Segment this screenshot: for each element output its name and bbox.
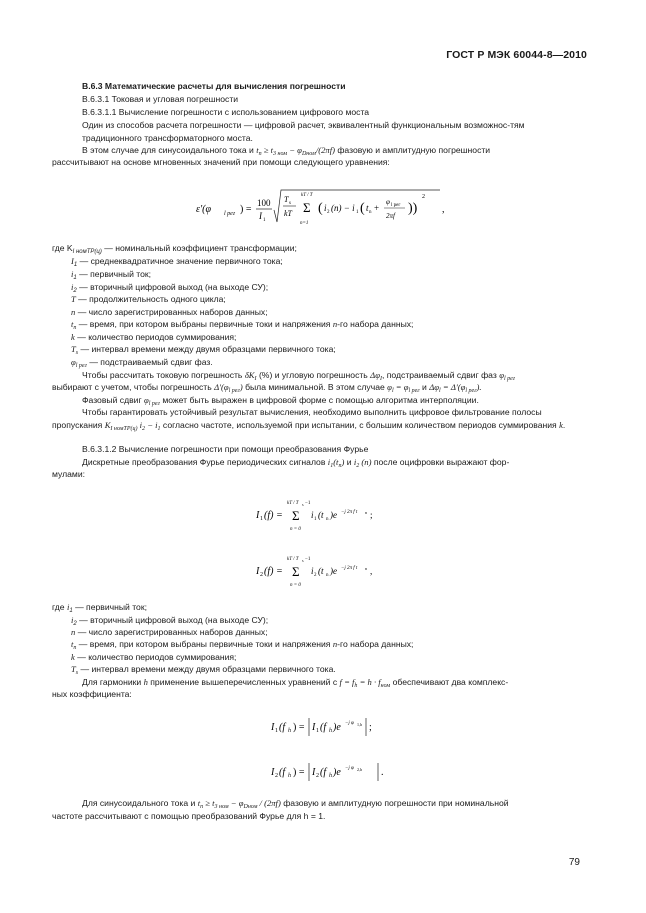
paragraph-6: Дискретные преобразования Фурье периодических сигналов $i_1(t_n)$ и $i_2$ (n) после оцифровки выражают фор- [82, 457, 510, 469]
svg-text:(f: (f [279, 767, 286, 778]
svg-text:φ: φ [386, 198, 390, 206]
section-title: В.6.3 Математические расчеты для вычисления погрешности [82, 81, 346, 91]
def-k: — количество периодов суммирования; [77, 332, 237, 342]
subsubsection-heading: В.6.3.1.1 Вычисление погрешности с использованием цифрового моста [82, 107, 370, 117]
svg-text:1: 1 [356, 210, 359, 215]
p5b-text: согласно частоте, используемой при испытании, с большим количеством периодов суммирования [162, 419, 557, 430]
where2-line-1: где $i_1$ — первичный ток; [52, 602, 147, 614]
subsection-heading: В.6.3.1 Токовая и угловая погрешности [82, 94, 239, 104]
svg-text:n: n [365, 510, 367, 515]
svg-text:−1: −1 [305, 557, 311, 562]
p5-text: Чтобы гарантировать устойчивый результат вычисления, необходимо выполнить цифровое фильтрование полосы пропускания [52, 407, 542, 430]
svg-text:kT: kT [284, 209, 292, 218]
where-label: где K [52, 243, 73, 253]
formula-epsilon [190, 182, 450, 242]
where1-line-2: $I_1$ — среднеквадратичное значение первичного тока; [71, 256, 283, 268]
svg-text:.: . [381, 767, 384, 778]
svg-text:)e: )e [333, 722, 341, 733]
svg-text:(f: (f [279, 722, 286, 733]
svg-text:s: s [302, 502, 304, 507]
svg-text:(n) − i: (n) − i [331, 203, 355, 213]
p6-b: после оцифровки выражают фор- [373, 457, 510, 467]
svg-text:n: n [326, 517, 329, 522]
def2-i2: — вторичный цифровой выход (на выходе СУ); [79, 615, 269, 625]
def-Ts: — интервал времени между двумя образцами первичного тока; [80, 344, 336, 354]
svg-text:2: 2 [327, 210, 330, 215]
svg-text:(: ( [360, 201, 365, 216]
def-tn: — время, при котором выбраны первичные токи и напряжения [78, 319, 331, 329]
svg-text:l рег: l рег [391, 203, 401, 208]
svg-text:(f) =: (f) = [264, 566, 283, 577]
svg-text:1: 1 [263, 218, 266, 223]
svg-text:2: 2 [316, 773, 319, 779]
svg-text:n: n [369, 210, 372, 215]
p4-b: может быть выражен в цифровой форме с помощью алгоритма интерполяции. [162, 395, 479, 405]
svg-text:2πf: 2πf [386, 212, 395, 220]
def2-tn: — время, при котором выбраны первичные токи и напряжения [78, 639, 331, 649]
paragraph-3-line-1: Чтобы рассчитать токовую погрешность $\delta K_I$ (%) и угловую погрешность $\Delta\varphi_I$, подстраиваемый сдвиг фаз $\varphi_{l рег}$ [82, 370, 516, 382]
where1-line-4: $i_2$ — вторичный цифровой выход (на выходе СУ); [71, 282, 269, 294]
subsubsection-6312: В.6.3.1.2 Вычисление погрешности при помощи преобразования Фурье [82, 444, 369, 454]
svg-text:h: h [329, 773, 332, 779]
svg-text:Σ: Σ [292, 508, 300, 523]
def2-Ts: — интервал времени между двумя образцами первичного тока. [80, 664, 336, 674]
p3-c: , подстраиваемый сдвиг фаз [381, 370, 497, 380]
svg-text:t: t [366, 203, 369, 213]
svg-text:(: ( [318, 201, 323, 216]
formula-I1 [250, 496, 400, 536]
svg-text:1: 1 [275, 728, 278, 734]
svg-text:n=1: n=1 [300, 221, 309, 226]
formula-I2 [250, 552, 400, 592]
svg-text:(f) =: (f) = [264, 510, 283, 521]
svg-text:2: 2 [314, 573, 317, 578]
svg-text:(t: (t [318, 566, 324, 576]
p3-a: Чтобы рассчитать токовую погрешность [82, 370, 243, 380]
paragraph-7-cont: ных коэффициента: [52, 689, 132, 699]
svg-text:Σ: Σ [303, 200, 311, 215]
p8-b: фазовую и амплитудную погрешности при номинальной [283, 798, 509, 808]
svg-text:ε′(φ: ε′(φ [196, 204, 211, 215]
paragraph-7: Для гармоники h применение вышеперечисленных уравнений с $f = f_h = h \cdot f_{ном}$ обеспечивают два комплекс- [82, 677, 509, 689]
svg-text:2,h: 2,h [357, 767, 362, 772]
where2-line-3: n — число зарегистрированных наборов данных; [71, 627, 268, 637]
svg-text:kT / T: kT / T [287, 501, 299, 506]
svg-text:1: 1 [260, 516, 263, 522]
where1-line-1: где $K_{I номТР(ц)}$ — номинальный коэффициент трансформации; [52, 243, 297, 255]
svg-text:2: 2 [275, 773, 278, 779]
svg-text:I: I [256, 510, 260, 521]
svg-text:) =: ) = [240, 204, 252, 215]
where1-line-6: n — число зарегистрированных наборов данных; [71, 307, 268, 317]
svg-text:;: ; [369, 722, 372, 733]
def-phi: — подстраиваемый сдвиг фаз. [89, 357, 213, 367]
def2-k: — количество периодов суммирования; [77, 652, 237, 662]
where2-line-4: $t_n$ — время, при котором выбраны первичные токи и напряжения n-го набора данных; [71, 639, 414, 651]
def2-n: — число зарегистрированных наборов данных; [77, 627, 268, 637]
where2-line-5: k — количество периодов суммирования; [71, 652, 237, 662]
paragraph-8: Для синусоидального тока и $t_n \ge t_{3 ном} - \varphi_{Dном} / (2\pi f)$ фазовую и амплитудную погрешности при номинальной [82, 798, 509, 810]
paragraph-3-line-2: выбирают с учетом, чтобы погрешность $\Delta'(\varphi_{l рег})$ была минимальной. В этом случае $\varphi_l = \varphi_{l рег}$ и $\Delta\varphi_l = \Delta'(\varphi_{l рег})$. [52, 382, 482, 394]
def-i1-rms: — среднеквадратичное значение первичного тока; [79, 256, 283, 266]
svg-text:2: 2 [422, 194, 425, 200]
svg-text:+: + [374, 203, 380, 213]
svg-text:−j φ: −j φ [345, 721, 354, 726]
p7-c: обеспечивают два комплекс- [392, 677, 509, 687]
svg-text:1,h: 1,h [357, 722, 362, 727]
where2-label: где [52, 602, 65, 612]
def-i2: — вторичный цифровой выход (на выходе СУ); [79, 282, 269, 292]
svg-text:(t: (t [318, 510, 324, 520]
where1-line-7: $t_n$ — время, при котором выбраны первичные токи и напряжения n-го набора данных; [71, 319, 414, 331]
svg-text:) =: ) = [293, 767, 305, 778]
p3-b: (%) и угловую погрешность [258, 370, 368, 380]
svg-text:,: , [442, 204, 445, 215]
def-T: — продолжительность одного цикла; [78, 294, 226, 304]
svg-text:h: h [288, 773, 291, 779]
svg-text:;: ; [370, 510, 373, 520]
svg-text:n: n [365, 566, 367, 571]
paragraph-6-cont: мулами: [52, 469, 86, 479]
where1-line-5: T — продолжительность одного цикла; [71, 294, 226, 304]
svg-text:)e: )e [333, 767, 341, 778]
def-n: — число зарегистрированных наборов данных; [77, 307, 268, 317]
def2-tn-b: -го набора данных; [337, 639, 414, 649]
formula-I1-fh [265, 712, 385, 742]
svg-text:T: T [284, 195, 289, 204]
svg-text:h: h [288, 728, 291, 734]
svg-text:n = 0: n = 0 [290, 527, 301, 532]
svg-text:i: i [324, 203, 327, 213]
def2-i1: — первичный ток; [75, 602, 147, 612]
paragraph-1 [82, 119, 580, 144]
svg-text:,: , [370, 566, 373, 576]
svg-text:kT / T: kT / T [287, 557, 299, 562]
svg-text:I: I [312, 722, 316, 733]
svg-text:I: I [312, 767, 316, 778]
svg-text:) =: ) = [293, 722, 305, 733]
svg-text:s: s [302, 558, 304, 563]
svg-text:(f: (f [320, 722, 327, 733]
svg-text:kT / T: kT / T [301, 193, 313, 198]
p8-a: Для синусоидального тока и [82, 798, 196, 808]
p2-text-b: фазовую и амплитудную погрешности [337, 145, 491, 155]
svg-text:)): )) [408, 201, 418, 216]
page-number: 79 [568, 857, 580, 868]
p3-f: и [422, 382, 427, 392]
where1-line-3: $i_1$ — первичный ток; [71, 269, 152, 281]
svg-text:−j φ: −j φ [345, 766, 354, 771]
where2-line-2: $i_2$ — вторичный цифровой выход (на выходе СУ); [71, 615, 269, 627]
p7-a: Для гармоники [82, 677, 142, 687]
def-kt: — номинальный коэффициент трансформации; [104, 243, 297, 253]
svg-text:I: I [271, 722, 275, 733]
p4-a: Фазовый сдвиг [82, 395, 142, 405]
paragraph-8-cont: частоте рассчитывают с помощью преобразований Фурье для h = 1. [52, 811, 326, 821]
svg-text:l рег: l рег [224, 211, 236, 217]
where1-line-8: k — количество периодов суммирования; [71, 332, 237, 342]
svg-text:I: I [271, 767, 275, 778]
svg-text:h: h [329, 728, 332, 734]
def-i1: — первичный ток; [79, 269, 152, 279]
svg-text:2: 2 [260, 572, 263, 578]
svg-text:−j 2π f t: −j 2π f t [341, 566, 358, 571]
svg-text:(f: (f [320, 767, 327, 778]
p3-d: выбирают с учетом, чтобы погрешность [52, 382, 212, 392]
svg-text:s: s [289, 201, 291, 206]
where1-line-10: $\varphi_{l рег}$ — подстраиваемый сдвиг фаз. [71, 357, 213, 369]
p6-a: Дискретные преобразования Фурье периодических сигналов [82, 457, 326, 467]
standard-header: ГОСТ Р МЭК 60044-8—2010 [446, 49, 587, 61]
svg-text:−1: −1 [305, 501, 311, 506]
where1-line-9: $T_s$ — интервал времени между двумя образцами первичного тока; [71, 344, 336, 356]
svg-text:1: 1 [314, 517, 317, 522]
svg-text:i: i [311, 510, 314, 520]
p3-e: была минимальной. В этом случае [245, 382, 385, 392]
svg-text:n = 0: n = 0 [290, 583, 301, 588]
paragraph-1-text: Один из способов расчета погрешности — цифровой расчет, эквивалентный функциональным возможнос-тям традиционного трансформаторного моста. [82, 120, 525, 143]
p7-b: применение вышеперечисленных уравнений с [150, 677, 338, 687]
p2-text-a: В этом случае для синусоидального тока и [82, 145, 254, 155]
formula-I2-fh [265, 757, 395, 787]
paragraph-4: Фазовый сдвиг $\varphi_{l рег}$ может быть выражен в цифровой форме с помощью алгоритма интерполяции. [82, 395, 479, 407]
svg-text:n: n [326, 573, 329, 578]
svg-text:100: 100 [257, 198, 271, 208]
svg-text:)e: )e [330, 566, 337, 576]
paragraph-2: В этом случае для синусоидального тока и $t_n \ge t_{3 ном} - \varphi_{Dном}/(2\pi f)$ фазовую и амплитудную погрешности [82, 145, 491, 157]
where2-line-6: $T_s$ — интервал времени между двумя образцами первичного тока. [71, 664, 336, 676]
paragraph-5: Чтобы гарантировать устойчивый результат вычисления, необходимо выполнить цифровое фильтрование полосы пропускания $K_{I номТР(ц)}$ $i_2 - i_1$ согласно частоте, используемой при испытании, с большим количеством периодов суммирования k. [52, 407, 566, 432]
svg-text:I: I [259, 211, 262, 221]
svg-text:−j 2π f t: −j 2π f t [341, 510, 358, 515]
p2-continuation: рассчитывают на основе мгновенных значений при помощи следующего уравнения: [52, 157, 390, 167]
svg-text:i: i [311, 566, 314, 576]
svg-text:1: 1 [316, 728, 319, 734]
def-tn-b: -го набора данных; [337, 319, 414, 329]
svg-text:Σ: Σ [292, 564, 300, 579]
svg-text:I: I [256, 566, 260, 577]
svg-text:)e: )e [330, 510, 337, 520]
